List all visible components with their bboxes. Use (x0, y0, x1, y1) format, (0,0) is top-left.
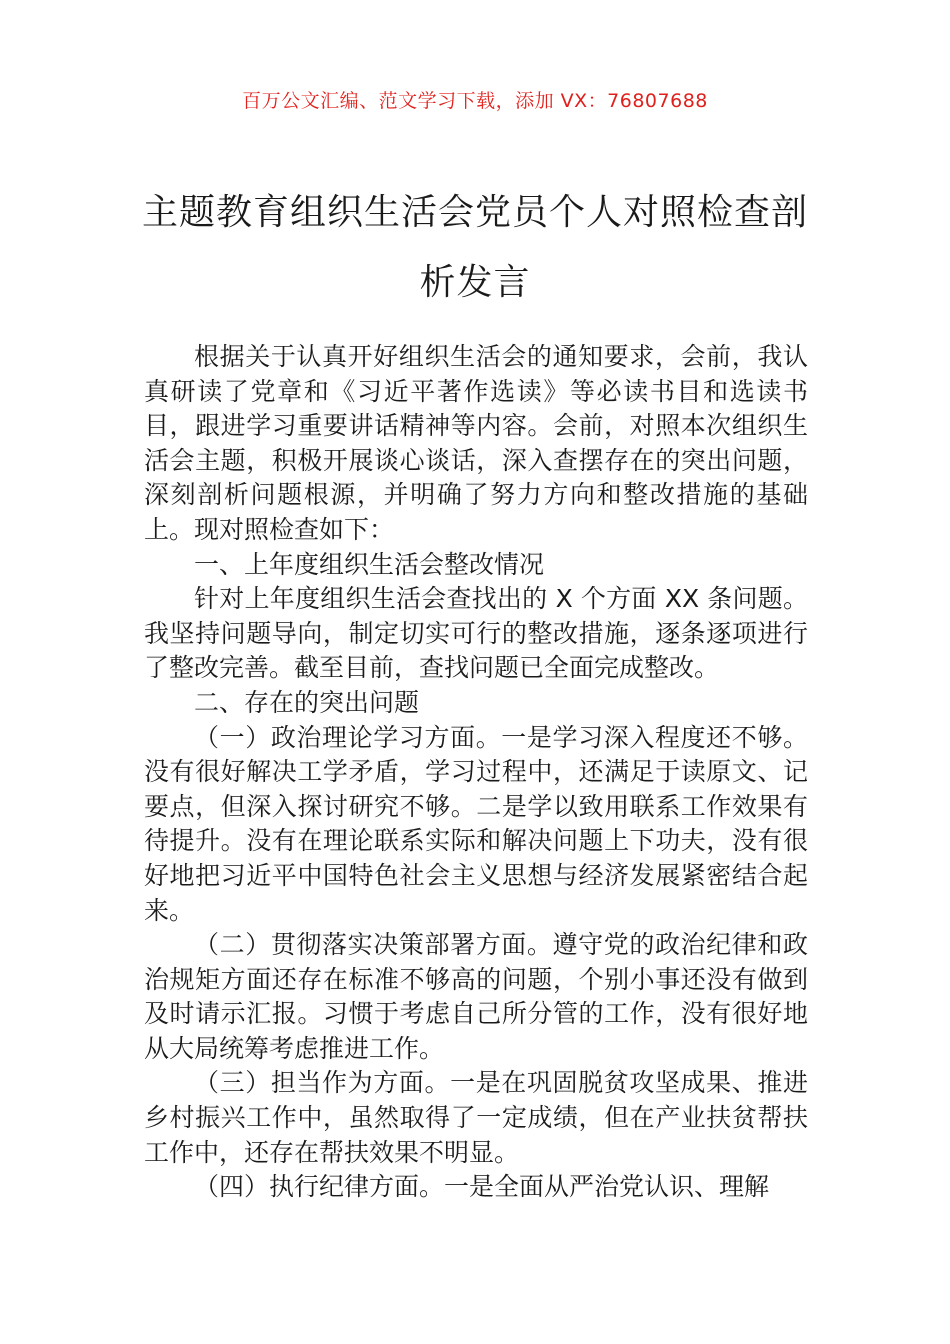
section-heading-2: 二、存在的突出问题 (194, 687, 420, 717)
paragraph-issue-1: （一）政治理论学习方面。一是学习深入程度还不够。没有很好解决工学矛盾，学习过程中，还满足于读原文、记要点，但深入探讨研究不够。二是学以致用联系工作效果有待提升。没有在理论联系实际和解决问题上下功夫，没有很好地把习近平中国特色社会主义思想与经济发展紧密结合起来。 (144, 722, 808, 925)
document-body (144, 340, 808, 1205)
paragraph-intro: 根据关于认真开好组织生活会的通知要求，会前，我认真研读了党章和《习近平著作选读》等必读书目和选读书目，跟进学习重要讲话精神等内容。会前，对照本次组织生活会主题，积极开展谈心谈话，深入查摆存在的突出问题，深刻剖析问题根源，并明确了努力方向和整改措施的基础上。现对照检查如下： (144, 342, 808, 544)
title-line-2: 析发言 (419, 262, 531, 303)
header-download-note: 百万公文汇编、范文学习下载，添加 VX：76807688 (242, 90, 708, 112)
paragraph-issue-4: （四）执行纪律方面。一是全面从严治党认识、理解 (194, 1172, 770, 1202)
paragraph-issue-3: （三）担当作为方面。一是在巩固脱贫攻坚成果、推进乡村振兴工作中，虽然取得了一定成绩，但在产业扶贫帮扶工作中，还存在帮扶效果不明显。 (144, 1068, 808, 1167)
section-heading-1: 一、上年度组织生活会整改情况 (194, 549, 545, 579)
paragraph-issue-2: （二）贯彻落实决策部署方面。遵守党的政治纪律和政治规矩方面还存在标准不够高的问题，个别小事还没有做到及时请示汇报。习惯于考虑自己所分管的工作，没有很好地从大局统筹考虑推进工作。 (144, 930, 808, 1063)
title-line-1: 主题教育组织生活会党员个人对照检查剖 (141, 192, 808, 233)
document-title (110, 178, 840, 318)
paragraph-rectification: 针对上年度组织生活会查找出的 X 个方面 XX 条问题。我坚持问题导向，制定切实可行的整改措施，逐条逐项进行了整改完善。截至目前，查找问题已全面完成整改。 (144, 584, 808, 683)
